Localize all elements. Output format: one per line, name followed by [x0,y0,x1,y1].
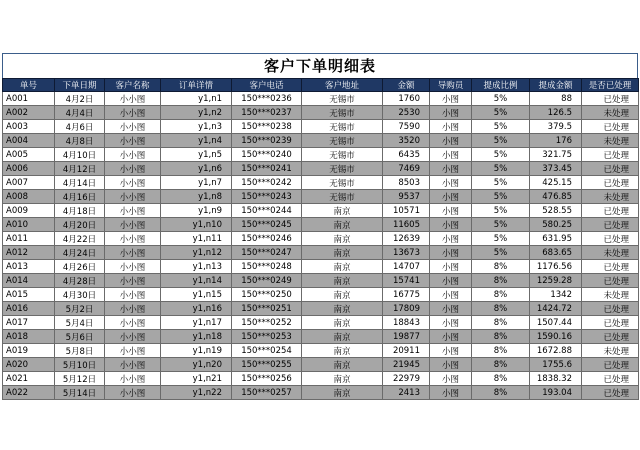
cell-customer-address[interactable]: 南京 [302,232,383,246]
cell-salesperson[interactable]: 小图 [430,330,472,344]
cell-commission-rate[interactable]: 5% [472,190,530,204]
cell-customer-address[interactable]: 无锡市 [302,106,383,120]
table-row [3,232,639,246]
cell-processed[interactable]: 未处理 [582,190,639,204]
col-header-customer-address[interactable]: 客户地址 [302,79,383,92]
cell-salesperson[interactable]: 小图 [430,260,472,274]
cell-customer-phone[interactable]: 150***0252 [232,316,302,330]
cell-customer-address[interactable]: 无锡市 [302,190,383,204]
cell-amount[interactable]: 11605 [383,218,430,232]
cell-amount[interactable]: 2530 [383,106,430,120]
cell-customer-address[interactable]: 南京 [302,344,383,358]
cell-commission-rate[interactable]: 8% [472,386,530,400]
cell-commission-amount[interactable]: 1755.6 [530,358,582,372]
cell-processed[interactable]: 未处理 [582,134,639,148]
table-row [3,148,639,162]
cell-order-date[interactable]: 5月6日 [55,330,105,344]
cell-customer-phone[interactable]: 150***0254 [232,344,302,358]
cell-customer-name[interactable]: 小小图 [105,218,161,232]
cell-salesperson[interactable]: 小图 [430,120,472,134]
cell-order-no[interactable]: A018 [3,330,55,344]
cell-customer-phone[interactable]: 150***0248 [232,260,302,274]
cell-commission-amount[interactable]: 425.15 [530,176,582,190]
cell-customer-phone[interactable]: 150***0247 [232,246,302,260]
cell-commission-amount[interactable]: 176 [530,134,582,148]
table-row [3,302,639,316]
cell-commission-amount[interactable]: 321.75 [530,148,582,162]
cell-commission-rate[interactable]: 8% [472,344,530,358]
cell-processed[interactable]: 已处理 [582,260,639,274]
cell-order-detail[interactable]: y1,n11 [161,232,232,246]
cell-order-date[interactable]: 4月20日 [55,218,105,232]
cell-customer-address[interactable]: 南京 [302,358,383,372]
cell-customer-address[interactable]: 无锡市 [302,120,383,134]
cell-customer-name[interactable]: 小小图 [105,148,161,162]
cell-customer-name[interactable]: 小小图 [105,260,161,274]
table-row [3,344,639,358]
cell-salesperson[interactable]: 小图 [430,162,472,176]
cell-processed[interactable]: 已处理 [582,386,639,400]
cell-amount[interactable]: 21945 [383,358,430,372]
table-row [3,218,639,232]
cell-customer-address[interactable]: 南京 [302,204,383,218]
cell-commission-rate[interactable]: 8% [472,288,530,302]
cell-customer-name[interactable]: 小小图 [105,232,161,246]
cell-amount[interactable]: 18843 [383,316,430,330]
table-row [3,190,639,204]
order-table [2,78,639,400]
cell-commission-amount[interactable]: 379.5 [530,120,582,134]
cell-order-detail[interactable]: y1,n14 [161,274,232,288]
cell-salesperson[interactable]: 小图 [430,358,472,372]
table-row [3,106,639,120]
cell-processed[interactable]: 已处理 [582,330,639,344]
cell-processed[interactable]: 已处理 [582,358,639,372]
table-row [3,260,639,274]
cell-salesperson[interactable]: 小图 [430,386,472,400]
cell-commission-rate[interactable]: 5% [472,106,530,120]
cell-order-detail[interactable]: y1,n17 [161,316,232,330]
cell-salesperson[interactable]: 小图 [430,190,472,204]
cell-customer-name[interactable]: 小小图 [105,316,161,330]
cell-customer-address[interactable]: 无锡市 [302,176,383,190]
cell-commission-amount[interactable]: 193.04 [530,386,582,400]
cell-amount[interactable]: 12639 [383,232,430,246]
col-header-order-no[interactable]: 单号 [3,79,55,92]
cell-customer-address[interactable]: 南京 [302,302,383,316]
cell-amount[interactable]: 7469 [383,162,430,176]
cell-order-detail[interactable]: y1,n7 [161,176,232,190]
cell-customer-phone[interactable]: 150***0236 [232,92,302,106]
cell-order-date[interactable]: 4月10日 [55,148,105,162]
table-row [3,274,639,288]
cell-customer-phone[interactable]: 150***0240 [232,148,302,162]
table-row [3,92,639,106]
cell-customer-name[interactable]: 小小图 [105,204,161,218]
table-header [3,79,639,92]
cell-commission-rate[interactable]: 8% [472,330,530,344]
cell-customer-name[interactable]: 小小图 [105,246,161,260]
cell-order-date[interactable]: 4月30日 [55,288,105,302]
cell-customer-phone[interactable]: 150***0241 [232,162,302,176]
cell-order-no[interactable]: A008 [3,190,55,204]
cell-order-detail[interactable]: y1,n4 [161,134,232,148]
cell-customer-address[interactable]: 无锡市 [302,134,383,148]
cell-order-detail[interactable]: y1,n10 [161,218,232,232]
col-header-order-date[interactable]: 下单日期 [55,79,105,92]
cell-commission-rate[interactable]: 5% [472,176,530,190]
cell-order-no[interactable]: A010 [3,218,55,232]
cell-customer-name[interactable]: 小小图 [105,330,161,344]
cell-order-no[interactable]: A015 [3,288,55,302]
cell-customer-address[interactable]: 无锡市 [302,148,383,162]
cell-order-date[interactable]: 4月24日 [55,246,105,260]
cell-order-date[interactable]: 4月28日 [55,274,105,288]
cell-commission-amount[interactable]: 580.25 [530,218,582,232]
table-row [3,358,639,372]
cell-salesperson[interactable]: 小图 [430,148,472,162]
table-row [3,176,639,190]
cell-customer-address[interactable]: 南京 [302,386,383,400]
cell-processed[interactable]: 已处理 [582,316,639,330]
cell-customer-phone[interactable]: 150***0239 [232,134,302,148]
cell-order-detail[interactable]: y1,n3 [161,120,232,134]
cell-customer-name[interactable]: 小小图 [105,386,161,400]
cell-order-detail[interactable]: y1,n20 [161,358,232,372]
cell-order-detail[interactable]: y1,n15 [161,288,232,302]
cell-customer-name[interactable]: 小小图 [105,302,161,316]
cell-salesperson[interactable]: 小图 [430,246,472,260]
cell-order-date[interactable]: 4月16日 [55,190,105,204]
cell-commission-rate[interactable]: 8% [472,372,530,386]
cell-commission-amount[interactable]: 1507.44 [530,316,582,330]
cell-commission-amount[interactable]: 683.65 [530,246,582,260]
cell-order-date[interactable]: 4月12日 [55,162,105,176]
cell-salesperson[interactable]: 小图 [430,232,472,246]
cell-commission-amount[interactable]: 631.95 [530,232,582,246]
cell-customer-address[interactable]: 南京 [302,316,383,330]
cell-salesperson[interactable]: 小图 [430,218,472,232]
col-header-salesperson[interactable]: 导购员 [430,79,472,92]
cell-commission-amount[interactable]: 373.45 [530,162,582,176]
cell-order-no[interactable]: A013 [3,260,55,274]
cell-amount[interactable]: 2413 [383,386,430,400]
cell-commission-amount[interactable]: 1590.16 [530,330,582,344]
cell-customer-phone[interactable]: 150***0244 [232,204,302,218]
table-row [3,246,639,260]
cell-salesperson[interactable]: 小图 [430,176,472,190]
cell-processed[interactable]: 未处理 [582,288,639,302]
cell-commission-rate[interactable]: 8% [472,302,530,316]
cell-customer-phone[interactable]: 150***0257 [232,386,302,400]
cell-customer-phone[interactable]: 150***0251 [232,302,302,316]
table-row [3,316,639,330]
cell-order-detail[interactable]: y1,n13 [161,260,232,274]
cell-salesperson[interactable]: 小图 [430,302,472,316]
table-row [3,204,639,218]
table-row [3,330,639,344]
cell-amount[interactable]: 20911 [383,344,430,358]
cell-customer-name[interactable]: 小小图 [105,120,161,134]
cell-commission-amount[interactable]: 1424.72 [530,302,582,316]
cell-customer-phone[interactable]: 150***0237 [232,106,302,120]
cell-customer-address[interactable]: 南京 [302,218,383,232]
cell-order-date[interactable]: 5月12日 [55,372,105,386]
cell-commission-rate[interactable]: 5% [472,120,530,134]
col-header-processed[interactable]: 是否已处理 [582,79,639,92]
cell-commission-rate[interactable]: 8% [472,274,530,288]
cell-customer-phone[interactable]: 150***0238 [232,120,302,134]
cell-order-no[interactable]: A017 [3,316,55,330]
col-header-customer-phone[interactable]: 客户电话 [232,79,302,92]
cell-commission-amount[interactable]: 528.55 [530,204,582,218]
cell-order-date[interactable]: 4月18日 [55,204,105,218]
cell-order-date[interactable]: 5月10日 [55,358,105,372]
cell-commission-rate[interactable]: 8% [472,260,530,274]
cell-commission-amount[interactable]: 88 [530,92,582,106]
table-row [3,134,639,148]
cell-customer-address[interactable]: 南京 [302,372,383,386]
cell-order-date[interactable]: 5月8日 [55,344,105,358]
cell-commission-amount[interactable]: 126.5 [530,106,582,120]
cell-customer-address[interactable]: 南京 [302,330,383,344]
cell-order-no[interactable]: A014 [3,274,55,288]
cell-salesperson[interactable]: 小图 [430,106,472,120]
cell-customer-phone[interactable]: 150***0249 [232,274,302,288]
cell-order-detail[interactable]: y1,n1 [161,92,232,106]
col-header-customer-name[interactable]: 客户名称 [105,79,161,92]
cell-amount[interactable]: 22979 [383,372,430,386]
cell-customer-name[interactable]: 小小图 [105,274,161,288]
header-row [3,79,639,92]
cell-commission-amount[interactable]: 1176.56 [530,260,582,274]
cell-processed[interactable]: 已处理 [582,302,639,316]
cell-order-detail[interactable]: y1,n8 [161,190,232,204]
cell-customer-name[interactable]: 小小图 [105,134,161,148]
cell-amount[interactable]: 10571 [383,204,430,218]
col-header-commission-rate[interactable]: 提成比例 [472,79,530,92]
cell-amount[interactable]: 13673 [383,246,430,260]
cell-processed[interactable]: 已处理 [582,232,639,246]
cell-processed[interactable]: 已处理 [582,92,639,106]
sheet-title: 客户下单明细表 [2,53,638,78]
cell-commission-rate[interactable]: 5% [472,232,530,246]
cell-order-no[interactable]: A019 [3,344,55,358]
cell-order-date[interactable]: 5月14日 [55,386,105,400]
cell-order-date[interactable]: 4月14日 [55,176,105,190]
cell-salesperson[interactable]: 小图 [430,204,472,218]
table-row [3,162,639,176]
cell-order-date[interactable]: 5月4日 [55,316,105,330]
cell-customer-name[interactable]: 小小图 [105,162,161,176]
cell-customer-phone[interactable]: 150***0250 [232,288,302,302]
cell-order-no[interactable]: A001 [3,92,55,106]
cell-customer-phone[interactable]: 150***0242 [232,176,302,190]
cell-processed[interactable]: 未处理 [582,344,639,358]
cell-processed[interactable]: 已处理 [582,120,639,134]
cell-customer-address[interactable]: 无锡市 [302,162,383,176]
cell-customer-name[interactable]: 小小图 [105,358,161,372]
cell-customer-address[interactable]: 无锡市 [302,92,383,106]
cell-commission-rate[interactable]: 8% [472,316,530,330]
cell-customer-phone[interactable]: 150***0255 [232,358,302,372]
cell-order-detail[interactable]: y1,n18 [161,330,232,344]
cell-commission-rate[interactable]: 5% [472,162,530,176]
cell-amount[interactable]: 19877 [383,330,430,344]
cell-processed[interactable]: 已处理 [582,162,639,176]
cell-order-no[interactable]: A002 [3,106,55,120]
cell-processed[interactable]: 已处理 [582,176,639,190]
table-row [3,386,639,400]
cell-amount[interactable]: 9537 [383,190,430,204]
cell-salesperson[interactable]: 小图 [430,372,472,386]
table-body [3,92,639,400]
table-row [3,288,639,302]
col-header-order-detail[interactable]: 订单详情 [161,79,232,92]
cell-salesperson[interactable]: 小图 [430,92,472,106]
cell-commission-amount[interactable]: 476.85 [530,190,582,204]
cell-customer-address[interactable]: 南京 [302,246,383,260]
cell-customer-name[interactable]: 小小图 [105,372,161,386]
cell-customer-phone[interactable]: 150***0256 [232,372,302,386]
cell-processed[interactable]: 未处理 [582,246,639,260]
cell-salesperson[interactable]: 小图 [430,134,472,148]
cell-customer-name[interactable]: 小小图 [105,344,161,358]
cell-order-no[interactable]: A004 [3,134,55,148]
cell-amount[interactable]: 6435 [383,148,430,162]
cell-order-no[interactable]: A006 [3,162,55,176]
cell-order-detail[interactable]: y1,n5 [161,148,232,162]
cell-order-no[interactable]: A005 [3,148,55,162]
cell-commission-rate[interactable]: 5% [472,134,530,148]
cell-customer-address[interactable]: 南京 [302,288,383,302]
cell-order-date[interactable]: 4月2日 [55,92,105,106]
cell-commission-rate[interactable]: 8% [472,358,530,372]
cell-order-no[interactable]: A011 [3,232,55,246]
col-header-commission-amount[interactable]: 提成金额 [530,79,582,92]
cell-order-no[interactable]: A022 [3,386,55,400]
table-row [3,120,639,134]
cell-order-date[interactable]: 4月4日 [55,106,105,120]
cell-commission-rate[interactable]: 5% [472,92,530,106]
cell-order-no[interactable]: A020 [3,358,55,372]
cell-order-detail[interactable]: y1,n19 [161,344,232,358]
cell-customer-name[interactable]: 小小图 [105,190,161,204]
cell-customer-phone[interactable]: 150***0246 [232,232,302,246]
cell-order-no[interactable]: A021 [3,372,55,386]
cell-processed[interactable]: 已处理 [582,148,639,162]
cell-amount[interactable]: 17809 [383,302,430,316]
cell-commission-rate[interactable]: 5% [472,246,530,260]
cell-amount[interactable]: 14707 [383,260,430,274]
cell-customer-name[interactable]: 小小图 [105,92,161,106]
cell-processed[interactable]: 已处理 [582,204,639,218]
cell-customer-address[interactable]: 南京 [302,274,383,288]
cell-order-date[interactable]: 5月2日 [55,302,105,316]
cell-order-no[interactable]: A003 [3,120,55,134]
cell-commission-rate[interactable]: 5% [472,218,530,232]
cell-customer-name[interactable]: 小小图 [105,106,161,120]
cell-commission-rate[interactable]: 5% [472,148,530,162]
cell-amount[interactable]: 7590 [383,120,430,134]
table-row [3,372,639,386]
cell-amount[interactable]: 15741 [383,274,430,288]
cell-order-date[interactable]: 4月8日 [55,134,105,148]
cell-order-no[interactable]: A007 [3,176,55,190]
cell-order-date[interactable]: 4月22日 [55,232,105,246]
cell-order-detail[interactable]: y1,n16 [161,302,232,316]
cell-salesperson[interactable]: 小图 [430,316,472,330]
cell-processed[interactable]: 已处理 [582,372,639,386]
cell-order-detail[interactable]: y1,n6 [161,162,232,176]
cell-order-date[interactable]: 4月26日 [55,260,105,274]
cell-customer-name[interactable]: 小小图 [105,288,161,302]
cell-commission-rate[interactable]: 5% [472,204,530,218]
cell-salesperson[interactable]: 小图 [430,344,472,358]
cell-order-no[interactable]: A012 [3,246,55,260]
cell-order-detail[interactable]: y1,n9 [161,204,232,218]
cell-order-detail[interactable]: y1,n2 [161,106,232,120]
cell-processed[interactable]: 未处理 [582,106,639,120]
order-sheet [2,53,638,400]
cell-order-no[interactable]: A009 [3,204,55,218]
cell-customer-phone[interactable]: 150***0243 [232,190,302,204]
cell-processed[interactable]: 已处理 [582,274,639,288]
cell-customer-address[interactable]: 南京 [302,260,383,274]
cell-amount[interactable]: 8503 [383,176,430,190]
cell-processed[interactable]: 已处理 [582,218,639,232]
cell-commission-amount[interactable]: 1259.28 [530,274,582,288]
cell-amount[interactable]: 3520 [383,134,430,148]
cell-commission-amount[interactable]: 1342 [530,288,582,302]
cell-commission-amount[interactable]: 1838.32 [530,372,582,386]
cell-order-date[interactable]: 4月6日 [55,120,105,134]
cell-amount[interactable]: 1760 [383,92,430,106]
cell-customer-phone[interactable]: 150***0253 [232,330,302,344]
cell-commission-amount[interactable]: 1672.88 [530,344,582,358]
cell-customer-name[interactable]: 小小图 [105,176,161,190]
cell-salesperson[interactable]: 小图 [430,288,472,302]
cell-order-no[interactable]: A016 [3,302,55,316]
col-header-amount[interactable]: 金额 [383,79,430,92]
cell-order-detail[interactable]: y1,n21 [161,372,232,386]
cell-order-detail[interactable]: y1,n12 [161,246,232,260]
cell-order-detail[interactable]: y1,n22 [161,386,232,400]
cell-customer-phone[interactable]: 150***0245 [232,218,302,232]
cell-amount[interactable]: 16775 [383,288,430,302]
cell-salesperson[interactable]: 小图 [430,274,472,288]
